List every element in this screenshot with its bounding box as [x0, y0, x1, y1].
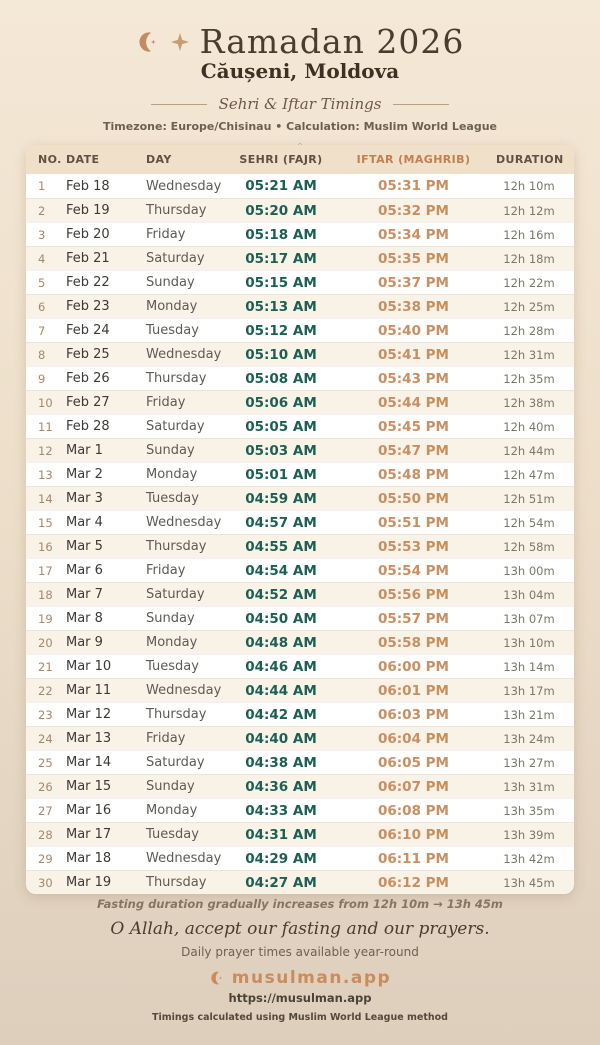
- cell-dur: 13h 35m: [503, 803, 555, 818]
- table-row: [26, 558, 574, 582]
- cell-iftar: 05:58 PM: [377, 634, 449, 651]
- cell-date: Feb 28: [66, 419, 110, 434]
- cell-no: 26: [38, 779, 53, 794]
- cell-iftar: 05:43 PM: [377, 370, 449, 387]
- cell-no: 27: [38, 803, 53, 818]
- cell-iftar: 05:57 PM: [377, 610, 449, 627]
- cell-date: Feb 27: [66, 395, 110, 410]
- cell-date: Mar 16: [66, 803, 112, 818]
- cell-no: 25: [38, 755, 53, 770]
- cell-date: Mar 10: [66, 659, 112, 674]
- cell-dur: 13h 45m: [503, 875, 555, 890]
- cell-day: Friday: [146, 395, 186, 410]
- cell-iftar: 05:47 PM: [377, 442, 449, 459]
- cell-dur: 12h 10m: [503, 179, 555, 193]
- cell-day: Wednesday: [146, 683, 222, 698]
- cell-no: 1: [38, 179, 46, 193]
- dua-text: O Allah, accept our fasting and our prayers.: [110, 919, 490, 939]
- timezone-calculation-info: Timezone: Europe/Chisinau • Calculation: Muslim World League: [103, 120, 497, 133]
- title-row: [0, 22, 600, 61]
- column-header-iftar: IFTAR (MAGHRIB): [356, 153, 471, 166]
- cell-sehri: 04:33 AM: [245, 802, 317, 819]
- cell-date: Mar 2: [66, 467, 103, 482]
- cell-sehri: 05:08 AM: [245, 370, 317, 387]
- cell-date: Mar 8: [66, 611, 103, 626]
- brand-url: https://musulman.app: [228, 991, 372, 1005]
- cell-iftar: 05:38 PM: [377, 298, 449, 315]
- table-row: [26, 678, 574, 702]
- cell-iftar: 06:10 PM: [377, 826, 449, 843]
- header: [0, 0, 600, 152]
- cell-iftar: 06:03 PM: [377, 706, 449, 723]
- cell-day: Thursday: [146, 203, 207, 218]
- cell-iftar: 05:56 PM: [377, 586, 449, 603]
- cell-iftar: 06:08 PM: [377, 802, 449, 819]
- cell-day: Sunday: [146, 443, 195, 458]
- cell-no: 21: [38, 659, 53, 674]
- table-row: [26, 438, 574, 462]
- cell-date: Feb 23: [66, 299, 110, 314]
- cell-iftar: 05:48 PM: [377, 466, 449, 483]
- table-row: [26, 222, 574, 246]
- cell-sehri: 05:17 AM: [245, 250, 317, 267]
- cell-date: Mar 9: [66, 635, 103, 650]
- location-subtitle: Căușeni, Moldova: [200, 59, 400, 83]
- table-row: [26, 174, 574, 198]
- cell-no: 18: [38, 587, 53, 602]
- cell-dur: 12h 47m: [503, 467, 555, 482]
- cell-dur: 12h 38m: [503, 395, 555, 410]
- cell-date: Mar 1: [66, 443, 103, 458]
- cell-dur: 13h 39m: [503, 827, 555, 842]
- cell-day: Friday: [146, 563, 186, 578]
- table-row: [26, 702, 574, 726]
- cell-day: Thursday: [146, 875, 207, 890]
- cell-iftar: 05:40 PM: [377, 322, 449, 339]
- cell-dur: 12h 58m: [503, 539, 555, 554]
- cell-iftar: 05:37 PM: [377, 274, 449, 291]
- cell-date: Feb 22: [66, 275, 110, 290]
- column-header-duration: DURATION: [496, 153, 564, 166]
- cell-dur: 12h 35m: [503, 371, 555, 386]
- table-row: [26, 198, 574, 222]
- table-row: [26, 630, 574, 654]
- cell-sehri: 04:50 AM: [245, 610, 317, 627]
- cell-iftar: 06:01 PM: [377, 682, 449, 699]
- cell-iftar: 05:41 PM: [377, 346, 449, 363]
- cell-day: Thursday: [146, 707, 207, 722]
- cell-no: 8: [38, 347, 46, 362]
- cell-dur: 13h 00m: [503, 563, 555, 578]
- cell-dur: 12h 51m: [503, 491, 555, 506]
- column-header-sehri: SEHRI (FAJR): [239, 153, 323, 166]
- cell-date: Mar 17: [66, 827, 112, 842]
- cell-day: Friday: [146, 227, 186, 242]
- cell-date: Mar 18: [66, 851, 112, 866]
- cell-date: Mar 5: [66, 539, 103, 554]
- cell-day: Wednesday: [146, 515, 222, 530]
- cell-dur: 12h 16m: [503, 227, 555, 242]
- cell-iftar: 05:35 PM: [377, 250, 449, 267]
- cell-no: 7: [38, 323, 46, 338]
- cell-day: Thursday: [146, 371, 207, 386]
- cell-dur: 13h 24m: [503, 731, 555, 746]
- cell-no: 17: [38, 563, 53, 578]
- table-row: [26, 798, 574, 822]
- cell-dur: 12h 28m: [503, 323, 555, 338]
- cell-date: Mar 13: [66, 731, 112, 746]
- cell-iftar: 05:45 PM: [377, 418, 449, 435]
- cell-dur: 13h 42m: [503, 851, 555, 866]
- cell-sehri: 04:48 AM: [245, 634, 317, 651]
- cell-day: Monday: [146, 635, 198, 650]
- cell-date: Mar 6: [66, 563, 103, 578]
- cell-dur: 12h 54m: [503, 515, 555, 530]
- cell-day: Saturday: [146, 587, 205, 602]
- cell-date: Mar 7: [66, 587, 103, 602]
- footer: [0, 897, 600, 1023]
- cell-iftar: 05:54 PM: [377, 562, 449, 579]
- column-header-day: DAY: [146, 153, 172, 166]
- cell-date: Mar 14: [66, 755, 112, 770]
- cell-dur: 13h 17m: [503, 683, 555, 698]
- cell-iftar: 06:07 PM: [377, 778, 449, 795]
- cell-dur: 12h 18m: [503, 251, 555, 266]
- cell-no: 4: [38, 251, 46, 266]
- cell-no: 2: [38, 203, 46, 218]
- cell-iftar: 05:44 PM: [377, 394, 449, 411]
- table-row: [26, 510, 574, 534]
- cell-no: 29: [38, 851, 53, 866]
- cell-day: Tuesday: [146, 659, 199, 674]
- cell-no: 9: [38, 371, 46, 386]
- cell-dur: 12h 22m: [503, 275, 555, 290]
- cell-date: Feb 20: [66, 227, 110, 242]
- cell-day: Thursday: [146, 539, 207, 554]
- cell-dur: 13h 21m: [503, 707, 555, 722]
- table-row: [26, 606, 574, 630]
- cell-sehri: 05:13 AM: [245, 298, 317, 315]
- cell-no: 13: [38, 467, 53, 482]
- cell-date: Feb 24: [66, 323, 110, 338]
- cell-no: 24: [38, 731, 53, 746]
- cell-sehri: 05:05 AM: [245, 418, 317, 435]
- cell-sehri: 05:21 AM: [245, 178, 317, 194]
- table-row: [26, 726, 574, 750]
- cell-day: Monday: [146, 803, 198, 818]
- cell-no: 12: [38, 443, 53, 458]
- cell-date: Mar 19: [66, 875, 112, 890]
- cell-day: Sunday: [146, 779, 195, 794]
- cell-dur: 13h 10m: [503, 635, 555, 650]
- cell-date: Feb 26: [66, 371, 110, 386]
- cell-day: Saturday: [146, 251, 205, 266]
- cell-dur: 13h 27m: [503, 755, 555, 770]
- cell-sehri: 04:27 AM: [245, 874, 317, 891]
- cell-iftar: 05:31 PM: [377, 178, 449, 194]
- table-row: [26, 294, 574, 318]
- cell-sehri: 04:52 AM: [245, 586, 317, 603]
- cell-dur: 12h 40m: [503, 419, 555, 434]
- cell-dur: 13h 31m: [503, 779, 555, 794]
- cell-dur: 12h 25m: [503, 299, 555, 314]
- cell-day: Wednesday: [146, 178, 222, 194]
- cell-sehri: 04:46 AM: [245, 658, 317, 675]
- cell-sehri: 05:03 AM: [245, 442, 317, 459]
- cell-date: Mar 3: [66, 491, 103, 506]
- cell-day: Wednesday: [146, 851, 222, 866]
- cell-dur: 12h 44m: [503, 443, 555, 458]
- table-row: [26, 534, 574, 558]
- cell-no: 14: [38, 491, 53, 506]
- table-row: [26, 846, 574, 870]
- column-header-date: DATE: [66, 153, 100, 166]
- cell-no: 20: [38, 635, 53, 650]
- table-row: [26, 462, 574, 486]
- cell-iftar: 05:32 PM: [377, 202, 449, 219]
- cell-no: 10: [38, 395, 53, 410]
- page-title: Ramadan 2026: [199, 22, 465, 61]
- table-row: [26, 366, 574, 390]
- cell-sehri: 04:55 AM: [245, 538, 317, 555]
- cell-sehri: 05:15 AM: [245, 274, 317, 291]
- cell-date: Mar 12: [66, 707, 112, 722]
- cell-iftar: 06:11 PM: [377, 850, 449, 867]
- cell-iftar: 05:34 PM: [377, 226, 449, 243]
- cell-day: Saturday: [146, 755, 205, 770]
- column-header-no: NO.: [38, 153, 62, 166]
- cell-iftar: 06:04 PM: [377, 730, 449, 747]
- cell-date: Mar 11: [66, 683, 112, 698]
- table-row: [26, 390, 574, 414]
- cell-no: 30: [38, 875, 53, 890]
- cell-no: 15: [38, 515, 53, 530]
- table-row: [26, 750, 574, 774]
- cell-no: 11: [38, 419, 53, 434]
- table-row: [26, 342, 574, 366]
- cell-sehri: 05:20 AM: [245, 202, 317, 219]
- cell-day: Friday: [146, 731, 186, 746]
- cell-sehri: 04:54 AM: [245, 562, 317, 579]
- cell-sehri: 04:38 AM: [245, 754, 317, 771]
- cell-day: Tuesday: [146, 323, 199, 338]
- cell-day: Sunday: [146, 611, 195, 626]
- table-row: [26, 870, 574, 894]
- cell-sehri: 05:12 AM: [245, 322, 317, 339]
- sparkle-icon: [170, 32, 190, 52]
- table-row: [26, 414, 574, 438]
- table-header-row: [26, 145, 574, 174]
- brand-crescent-icon: [209, 970, 225, 986]
- cell-day: Wednesday: [146, 347, 222, 362]
- divider-line-left: [151, 104, 207, 105]
- cell-iftar: 05:50 PM: [377, 490, 449, 507]
- cell-sehri: 04:36 AM: [245, 778, 317, 795]
- table-row: [26, 318, 574, 342]
- subtitle-text: Sehri & Iftar Timings: [218, 95, 382, 113]
- cell-day: Monday: [146, 299, 198, 314]
- cell-dur: 12h 12m: [503, 203, 555, 218]
- availability-note: Daily prayer times available year-round: [181, 945, 419, 959]
- cell-day: Sunday: [146, 275, 195, 290]
- cell-sehri: 04:57 AM: [245, 514, 317, 531]
- table-body: [26, 174, 574, 894]
- cell-iftar: 06:05 PM: [377, 754, 449, 771]
- cell-no: 19: [38, 611, 53, 626]
- cell-day: Tuesday: [146, 827, 199, 842]
- cell-dur: 12h 31m: [503, 347, 555, 362]
- cell-date: Feb 25: [66, 347, 110, 362]
- cell-day: Monday: [146, 467, 198, 482]
- calculation-method-note: Timings calculated using Muslim World League method: [152, 1012, 448, 1023]
- section-subtitle: [0, 95, 600, 113]
- cell-no: 5: [38, 275, 46, 290]
- table-row: [26, 246, 574, 270]
- cell-date: Mar 15: [66, 779, 112, 794]
- cell-sehri: 05:18 AM: [245, 226, 317, 243]
- cell-sehri: 04:31 AM: [245, 826, 317, 843]
- cell-dur: 13h 07m: [503, 611, 555, 626]
- fasting-duration-note: Fasting duration gradually increases from 12h 10m → 13h 45m: [97, 897, 503, 911]
- cell-date: Feb 21: [66, 251, 110, 266]
- table-row: [26, 270, 574, 294]
- cell-iftar: 06:12 PM: [377, 874, 449, 891]
- cell-sehri: 04:29 AM: [245, 850, 317, 867]
- brand-row: [0, 968, 600, 988]
- table-row: [26, 582, 574, 606]
- table-row: [26, 822, 574, 846]
- cell-iftar: 05:53 PM: [377, 538, 449, 555]
- cell-day: Saturday: [146, 419, 205, 434]
- cell-no: 16: [38, 539, 53, 554]
- cell-dur: 13h 04m: [503, 587, 555, 602]
- cell-dur: 13h 14m: [503, 659, 555, 674]
- cell-no: 28: [38, 827, 53, 842]
- cell-sehri: 04:42 AM: [245, 706, 317, 723]
- cell-sehri: 05:06 AM: [245, 394, 317, 411]
- cell-date: Feb 19: [66, 203, 110, 218]
- cell-date: Mar 4: [66, 515, 103, 530]
- divider-line-right: [393, 104, 449, 105]
- cell-no: 3: [38, 227, 46, 242]
- timings-table-card: [26, 145, 574, 894]
- table-row: [26, 486, 574, 510]
- cell-sehri: 05:10 AM: [245, 346, 317, 363]
- cell-sehri: 04:40 AM: [245, 730, 317, 747]
- cell-sehri: 04:44 AM: [245, 682, 317, 699]
- cell-iftar: 05:51 PM: [377, 514, 449, 531]
- cell-day: Tuesday: [146, 491, 199, 506]
- crescent-moon-icon: [136, 30, 160, 54]
- cell-no: 23: [38, 707, 53, 722]
- table-row: [26, 654, 574, 678]
- cell-no: 6: [38, 299, 46, 314]
- cell-iftar: 06:00 PM: [377, 658, 449, 675]
- table-row: [26, 774, 574, 798]
- cell-sehri: 04:59 AM: [245, 490, 317, 507]
- brand-name: musulman.app: [231, 968, 392, 988]
- cell-no: 22: [38, 683, 53, 698]
- cell-date: Feb 18: [66, 178, 110, 194]
- cell-sehri: 05:01 AM: [245, 466, 317, 483]
